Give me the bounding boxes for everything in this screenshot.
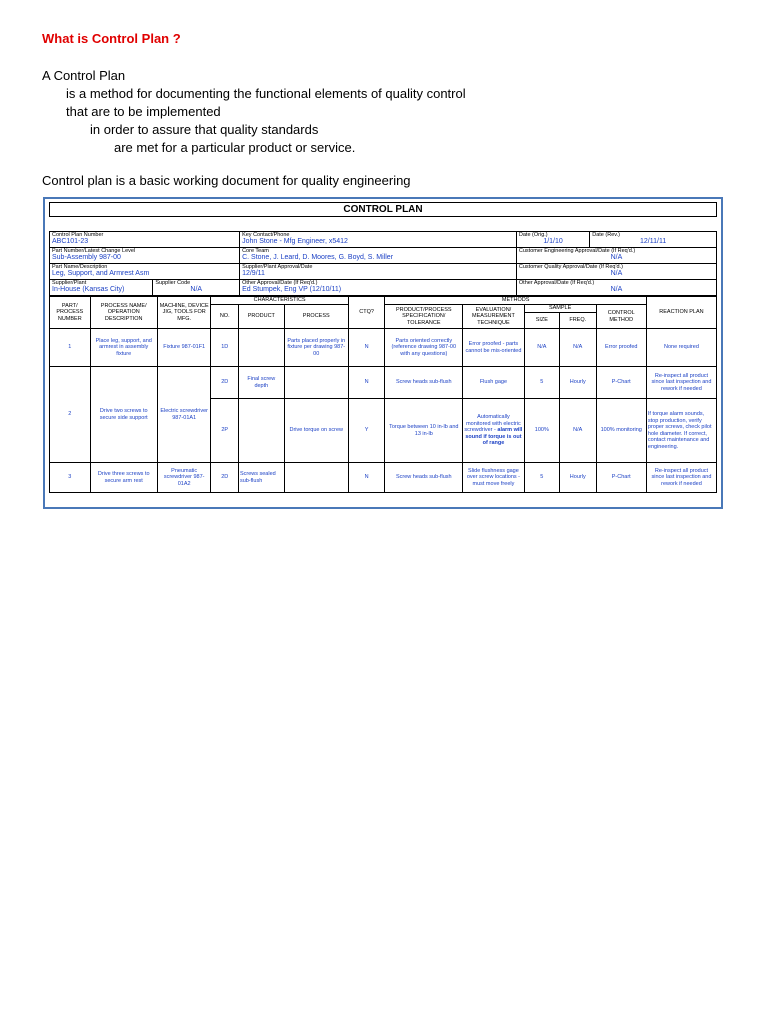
part-number-cell xyxy=(50,248,240,264)
intro-line-5: are met for a particular product or service. xyxy=(114,140,356,155)
row-size: N/A xyxy=(524,329,559,367)
row-size: 100% xyxy=(524,399,559,463)
header-value: N/A xyxy=(610,286,623,293)
row-machine: Fixture 987-01F1 xyxy=(157,329,211,367)
row-control-method: 100% monitoring xyxy=(596,399,646,463)
header-value: Sub-Assembly 987-00 xyxy=(52,254,121,261)
key-contact-cell xyxy=(240,232,517,248)
row-process-name: Drive two screws to secure side support xyxy=(90,367,157,463)
header-label: Customer Engineering Approval/Date (If Req'd.) xyxy=(518,248,636,254)
header-value: N/A xyxy=(190,286,203,293)
row-ctq: N xyxy=(348,329,385,367)
header-value: C. Stone, J. Leard, D. Moores, G. Boyd, S. Miller xyxy=(242,254,394,261)
col-control-method: CONTROL METHOD xyxy=(596,305,646,329)
header-label: Other Approval/Date (If Req'd.) xyxy=(242,280,318,286)
header-value: Ed Stumpek, Eng VP (12/10/11) xyxy=(242,286,342,293)
row-evaluation xyxy=(463,399,524,463)
header-label: Customer Quality Approval/Date (If Req'd.) xyxy=(518,264,623,270)
row-evaluation: Slide flushness gage over screw locations - must move freely xyxy=(463,463,524,493)
header-value: John Stone - Mfg Engineer, x5412 xyxy=(242,238,348,245)
row-reaction: Re-inspect all product since last inspection and rework if needed xyxy=(646,367,716,399)
row-evaluation-bold: alarm will sound if torque is out of range xyxy=(465,427,523,447)
row-evaluation: Flush gage xyxy=(463,367,524,399)
customer-engineering-approval-cell xyxy=(516,248,716,264)
date-orig-cell xyxy=(516,232,589,248)
row-spec: Screw heads sub-flush xyxy=(385,463,463,493)
row-size: 5 xyxy=(524,367,559,399)
header-value: Leg, Support, and Armrest Asm xyxy=(52,270,150,277)
row-spec: Screw heads sub-flush xyxy=(385,367,463,399)
row-product: Final screw depth xyxy=(238,367,284,399)
row-freq: N/A xyxy=(559,329,596,367)
header-value: In-House (Kansas City) xyxy=(52,286,125,293)
header-value: N/A xyxy=(610,270,623,277)
row-process: Drive torque on screw xyxy=(284,399,348,463)
other-approval-cell-2 xyxy=(516,280,716,296)
row-spec: Parts oriented correctly (reference drawing 987-00 with any questions) xyxy=(385,329,463,367)
customer-quality-approval-cell xyxy=(516,264,716,280)
row-control-method: Error proofed xyxy=(596,329,646,367)
header-value: ABC101-23 xyxy=(52,238,89,245)
col-characteristics: CHARACTERISTICS xyxy=(211,297,348,305)
header-value: 12/11/11 xyxy=(640,238,667,245)
other-approval-cell-1 xyxy=(240,280,517,296)
row-process-name: Drive three screws to secure arm rest xyxy=(90,463,157,493)
col-methods: METHODS xyxy=(385,297,647,305)
control-plan-title: CONTROL PLAN xyxy=(49,202,717,217)
col-size: SIZE xyxy=(524,313,559,329)
control-plan-header-table xyxy=(49,231,717,296)
row-part: 2 xyxy=(50,367,91,463)
row-process xyxy=(284,367,348,399)
date-rev-cell xyxy=(590,232,717,248)
col-process: PROCESS xyxy=(284,305,348,329)
row-freq: Hourly xyxy=(559,367,596,399)
control-plan-number-cell xyxy=(50,232,240,248)
row-control-method: P-Chart xyxy=(596,463,646,493)
row-no: 2D xyxy=(211,367,238,399)
supplier-code-cell xyxy=(153,280,240,296)
col-part-process-number: PART/ PROCESS NUMBER xyxy=(50,297,91,329)
row-spec: Torque between 10 in-lb and 13 in-lb xyxy=(385,399,463,463)
intro-line-2: is a method for documenting the functional elements of quality control xyxy=(66,86,466,101)
header-value: N/A xyxy=(610,254,623,261)
row-ctq: N xyxy=(348,367,385,399)
row-process-name: Place leg, support, and armrest in assembly fixture xyxy=(90,329,157,367)
header-label: Supplier/Plant xyxy=(52,280,87,286)
col-ctq: CTQ? xyxy=(348,297,385,329)
col-product: PRODUCT xyxy=(238,305,284,329)
row-no: 1D xyxy=(211,329,238,367)
col-machine: MACHINE, DEVICE JIG, TOOLS FOR MFG. xyxy=(157,297,211,329)
row-product xyxy=(238,329,284,367)
header-label: Date (Orig.) xyxy=(518,232,548,238)
header-value: 1/1/10 xyxy=(543,238,563,245)
row-process: Parts placed properly in fixture per drawing 987-00 xyxy=(284,329,348,367)
col-spec: PRODUCT/PROCESS SPECIFICATION/ TOLERANCE xyxy=(385,305,463,329)
row-part: 3 xyxy=(50,463,91,493)
row-ctq: N xyxy=(348,463,385,493)
header-label: Key Contact/Phone xyxy=(242,232,290,238)
header-value: 12/9/11 xyxy=(242,270,265,277)
intro-line-3: that are to be implemented xyxy=(66,104,221,119)
table-row xyxy=(50,367,717,399)
page-title: What is Control Plan ? xyxy=(42,31,181,46)
row-reaction: None required xyxy=(646,329,716,367)
header-label: Other Approval/Date (If Req'd.) xyxy=(518,280,595,286)
control-plan-image xyxy=(43,197,723,509)
row-reaction: If torque alarm sounds, stop production, verify proper screws, check pilot hole diameter. If correct, contact maintenance and engineering. xyxy=(646,399,716,463)
col-reaction-plan: REACTION PLAN xyxy=(646,297,716,329)
row-evaluation: Error proofed - parts cannot be mis-oriented xyxy=(463,329,524,367)
part-name-cell xyxy=(50,264,240,280)
col-sample: SAMPLE xyxy=(524,305,596,313)
header-label: Date (Rev.) xyxy=(592,232,620,238)
supplier-approval-cell xyxy=(240,264,517,280)
intro-line-1: A Control Plan xyxy=(42,68,126,83)
row-size: 5 xyxy=(524,463,559,493)
col-process-name: PROCESS NAME/ OPERATION DESCRIPTION xyxy=(90,297,157,329)
header-label: Supplier Code xyxy=(155,280,191,286)
col-evaluation: EVALUATION/ MEASUREMENT TECHNIQUE xyxy=(463,305,524,329)
row-freq: N/A xyxy=(559,399,596,463)
intro-line-6: Control plan is a basic working document for quality engineering xyxy=(42,173,411,188)
row-part: 1 xyxy=(50,329,91,367)
row-product xyxy=(238,399,284,463)
header-label: Part Name/Description xyxy=(52,264,108,270)
intro-line-4: in order to assure that quality standards xyxy=(90,122,319,137)
core-team-cell xyxy=(240,248,517,264)
col-freq: FREQ. xyxy=(559,313,596,329)
supplier-plant-cell xyxy=(50,280,153,296)
header-label: Supplier/Plant Approval/Date xyxy=(242,264,313,270)
col-no: NO. xyxy=(211,305,238,329)
header-label: Core Team xyxy=(242,248,269,254)
row-ctq: Y xyxy=(348,399,385,463)
row-product: Screws sealed sub-flush xyxy=(238,463,284,493)
row-freq: Hourly xyxy=(559,463,596,493)
row-no: 2D xyxy=(211,463,238,493)
table-row xyxy=(50,463,717,493)
row-control-method: P-Chart xyxy=(596,367,646,399)
table-row xyxy=(50,329,717,367)
header-label: Part Number/Latest Change Level xyxy=(52,248,136,254)
row-machine: Electric screwdriver 987-01A1 xyxy=(157,367,211,463)
header-label: Control Plan Number xyxy=(52,232,104,238)
row-no: 2P xyxy=(211,399,238,463)
control-plan-main-table xyxy=(49,296,717,493)
row-process xyxy=(284,463,348,493)
row-machine: Pneumatic screwdriver 987-01A2 xyxy=(157,463,211,493)
row-reaction: Re-inspect all product since last inspection and rework if needed xyxy=(646,463,716,493)
row-evaluation-text: Automatically monitored with electric screwdriver - xyxy=(464,414,521,434)
